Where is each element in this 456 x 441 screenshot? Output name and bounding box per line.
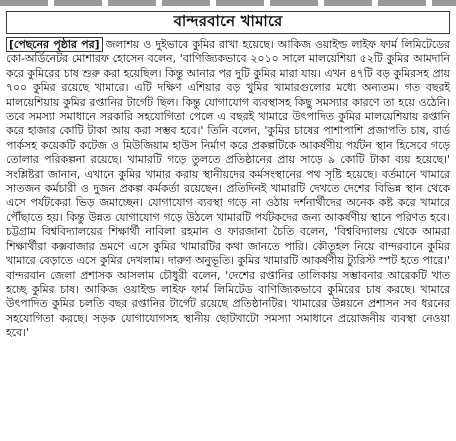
page-top-band [0, 0, 456, 6]
article-body-text: জলাশয় ও দুইভাবে কুমির রাখা হয়েছে। আকিজ ওয়াইল্ড লাইফ ফার্ম লিমিটেডের কো-অর্ডিনেটর মোশারফ হোসেন বলেন, 'বাণিজ্যিকভাবে ২০১০ সালে মালয়েশিয়া ৫২টি কুমির আমদানি করে কুমিরের চাষ শুরু করা হয়েছিল। কিন্তু আনার পর দুটি কুমির মারা যায়। এখন ৪৭টি বড় কুমিরসহ প্রায় ৭০০ কুমির রয়েছে খামারে। এটি দক্ষিণ এশিয়ার বড় খুমির খামারগুলোর মধ্যে অন্যতম। গত বছরই মালয়েশিয়ায় কুমির রপ্তানির টার্গেট ছিল। কিন্তু যোগাযোগ ব্যবস্থাসহ কিছু সমস্যার কারণে তা হয়ে ওঠেনি। তবে সমস্যা সমাধানে সরকারি সহযোগিতা পেলে এ বছরই খামারে উৎপাদিত কুমির মালয়েশিয়ায় রপ্তানি করে হাজার কোটি টাকা আয় করা সম্ভব হবে।' তিনি বলেন, 'কুমির চাষের পাশাপাশি প্রজাপতি চাষ, বার্ড পার্কসহ কয়েকটি কটেজ ও মিউজিয়াম হাউস নির্মাণ করে প্রকল্পটিকে আকর্ষণীয় পর্যটন স্থান হিসেবে গড়ে তোলার পরিকল্পনা রয়েছে। খামারটি গড়ে তুলতে প্রতিষ্ঠানের প্রায় সাড়ে ৯ কোটি টাকা ব্যয় হয়েছে।' সংশ্লিষ্টরা জানান, এখানে কুমির খামার করায় স্থানীয়দের কর্মসংস্থানের পথ সৃষ্টি হয়েছে। বর্তমানে খামারে সাতজন কর্মচারী ও দুজন প্রকল্প কর্মকর্তা রয়েছেন। প্রতিদিনই খামারটি দেখতে দেশের বিভিন্ন স্থান থেকে এসে পর্যটকেরা ভিড় জমাচ্ছেন। যোগাযোগ ব্যবস্থা গড়ে না ওঠায় দর্শনার্থীদের অনেক কষ্ট করে খামারে পৌঁছাতে হয়। কিন্তু উন্নত যোগাযোগ গড়ে উঠলে খামারটি পর্যটকদের জন্য আকর্ষণীয় স্থানে পরিণত হবে। চট্টগ্রাম বিশ্ববিদ্যালয়ের শিক্ষার্থী নাবিলা রহমান ও ফারজানা চৈতি বলেন, 'বিশ্ববিদ্যালয় থেকে আমরা শিক্ষার্থীরা কক্সবাজার ভ্রমণে এসে কুমির খামারটির কথা জানতে পারি। কৌতূহল নিয়ে বান্দরবানে কুমির খামারে বেড়াতে এসে কুমির দেখলাম। দারুণ অনুভূতি। কুমির খামারটি আকর্ষণীয় ট্যুরিস্ট স্পট হতে পারে।' বান্দরবান জেলা প্রশাসক আসলাম চৌধুরী বলেন, 'দেশের রপ্তানির তালিকায় সম্ভাবনার আরেকটি খাত হচ্ছে কুমির চাষ। আকিজ ওয়াইল্ড লাইফ ফার্ম লিমিটেড বাণিজ্যিকভাবে কুমিরের চাষ করছে। খামারে উৎপাদিত কুমির চলতি বছর রপ্তানির টার্গেট রয়েছে প্রতিষ্ঠানটির। খামারের উন্নয়নে প্রশাসন সব ধরনের সহযোগিতা করছে। সড়ক যোগাযোগসহ স্থানীয় ছোটখাটো সমস্যা সমাধানে প্রয়োজনীয় ব্যবস্থা নেওয়া হবে।' [6, 38, 451, 340]
article-headline: বান্দরবানে খামারে [6, 11, 450, 34]
article-body [6, 38, 450, 341]
continued-from-previous-page-label: [পেছনের পৃষ্ঠার পর] [6, 37, 103, 52]
